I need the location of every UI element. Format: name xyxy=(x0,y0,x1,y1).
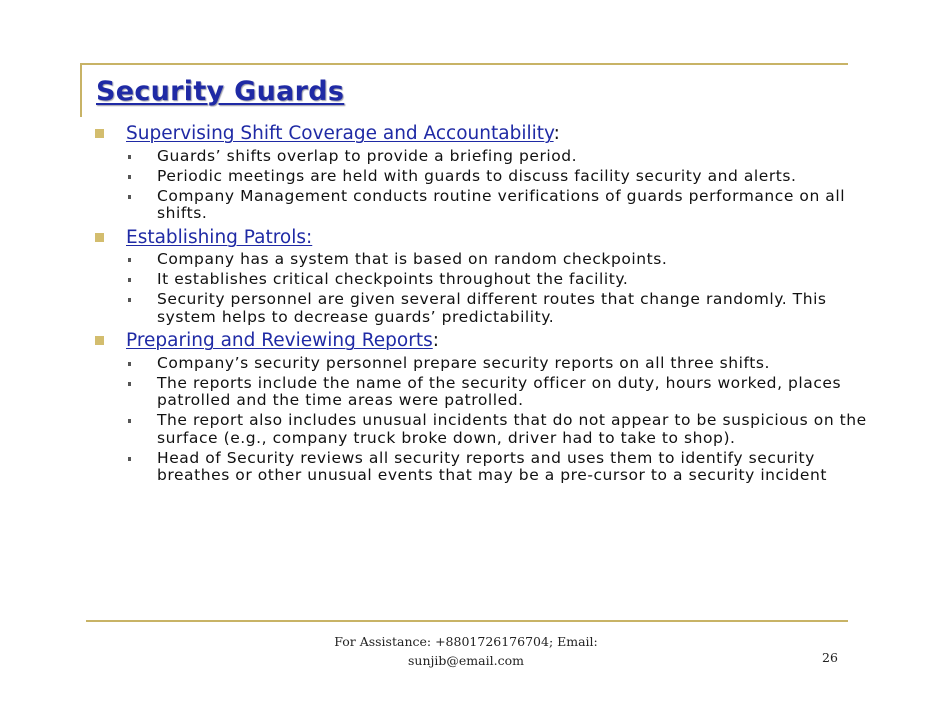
list-item xyxy=(94,168,874,186)
section-heading-link[interactable]: Preparing and Reviewing Reports xyxy=(126,330,433,351)
list-item-text: Company Management conducts routine verifications of guards performance on all shifts. xyxy=(157,186,846,222)
small-bullet-icon xyxy=(128,419,131,423)
list-item-text: The reports include the name of the security officer on duty, hours worked, places patrolled and the time areas were patrolled. xyxy=(157,373,842,409)
section-heading xyxy=(94,226,874,249)
square-bullet-icon xyxy=(95,129,104,138)
list-item-text: Periodic meetings are held with guards to discuss facility security and alerts. xyxy=(157,166,797,185)
list-item xyxy=(94,271,874,289)
small-bullet-icon xyxy=(128,382,131,386)
footer-line-2: sunjib@email.com xyxy=(408,653,524,668)
small-bullet-icon xyxy=(128,195,131,199)
top-rule xyxy=(80,63,848,65)
small-bullet-icon xyxy=(128,278,131,282)
small-bullet-icon xyxy=(128,457,131,461)
list-item xyxy=(94,291,874,326)
square-bullet-icon xyxy=(95,233,104,242)
list-item xyxy=(94,355,874,373)
list-item xyxy=(94,450,874,485)
page-number: 26 xyxy=(822,650,838,665)
heading-suffix: : xyxy=(432,330,439,351)
heading-suffix: : xyxy=(553,123,560,144)
list-item-text: Guards’ shifts overlap to provide a briefing period. xyxy=(157,146,578,165)
bullet-list xyxy=(94,355,874,485)
list-item xyxy=(94,188,874,223)
square-bullet-icon xyxy=(95,336,104,345)
slide-content xyxy=(94,122,874,485)
bottom-rule xyxy=(86,620,848,622)
footer-line-1: For Assistance: +8801726176704; Email: xyxy=(334,634,598,649)
section-shift-coverage xyxy=(94,122,874,223)
list-item-text: Company has a system that is based on random checkpoints. xyxy=(157,250,668,268)
small-bullet-icon xyxy=(128,298,131,302)
small-bullet-icon xyxy=(128,362,131,366)
list-item xyxy=(94,251,874,269)
list-item-text: The report also includes unusual incidents that do not appear to be suspicious on the surface (e.g., company truck broke down, driver had to take to shop). xyxy=(157,411,867,447)
section-heading-link[interactable]: Establishing Patrols: xyxy=(126,226,313,248)
section-heading-link[interactable]: Supervising Shift Coverage and Accountability xyxy=(126,123,554,144)
small-bullet-icon xyxy=(128,258,131,262)
small-bullet-icon xyxy=(128,175,131,179)
bullet-list xyxy=(94,251,874,326)
section-reports xyxy=(94,329,874,485)
list-item-text: Head of Security reviews all security reports and uses them to identify security breathes or other unusual events that may be a pre-cursor to a security incident xyxy=(157,448,827,484)
list-item-text: It establishes critical checkpoints throughout the facility. xyxy=(157,270,629,288)
list-item xyxy=(94,412,874,447)
list-item-text: Security personnel are given several different routes that change randomly. This system helps to decrease guards’ predictability. xyxy=(157,290,827,326)
footer-contact xyxy=(330,632,602,670)
list-item-text: Company’s security personnel prepare security reports on all three shifts. xyxy=(157,353,770,372)
section-heading xyxy=(94,329,874,352)
section-patrols xyxy=(94,226,874,327)
left-rule xyxy=(80,63,82,117)
section-heading xyxy=(94,122,874,145)
list-item xyxy=(94,148,874,166)
slide-title: Security Guards xyxy=(96,76,345,107)
small-bullet-icon xyxy=(128,155,131,159)
bullet-list xyxy=(94,148,874,223)
list-item xyxy=(94,375,874,410)
